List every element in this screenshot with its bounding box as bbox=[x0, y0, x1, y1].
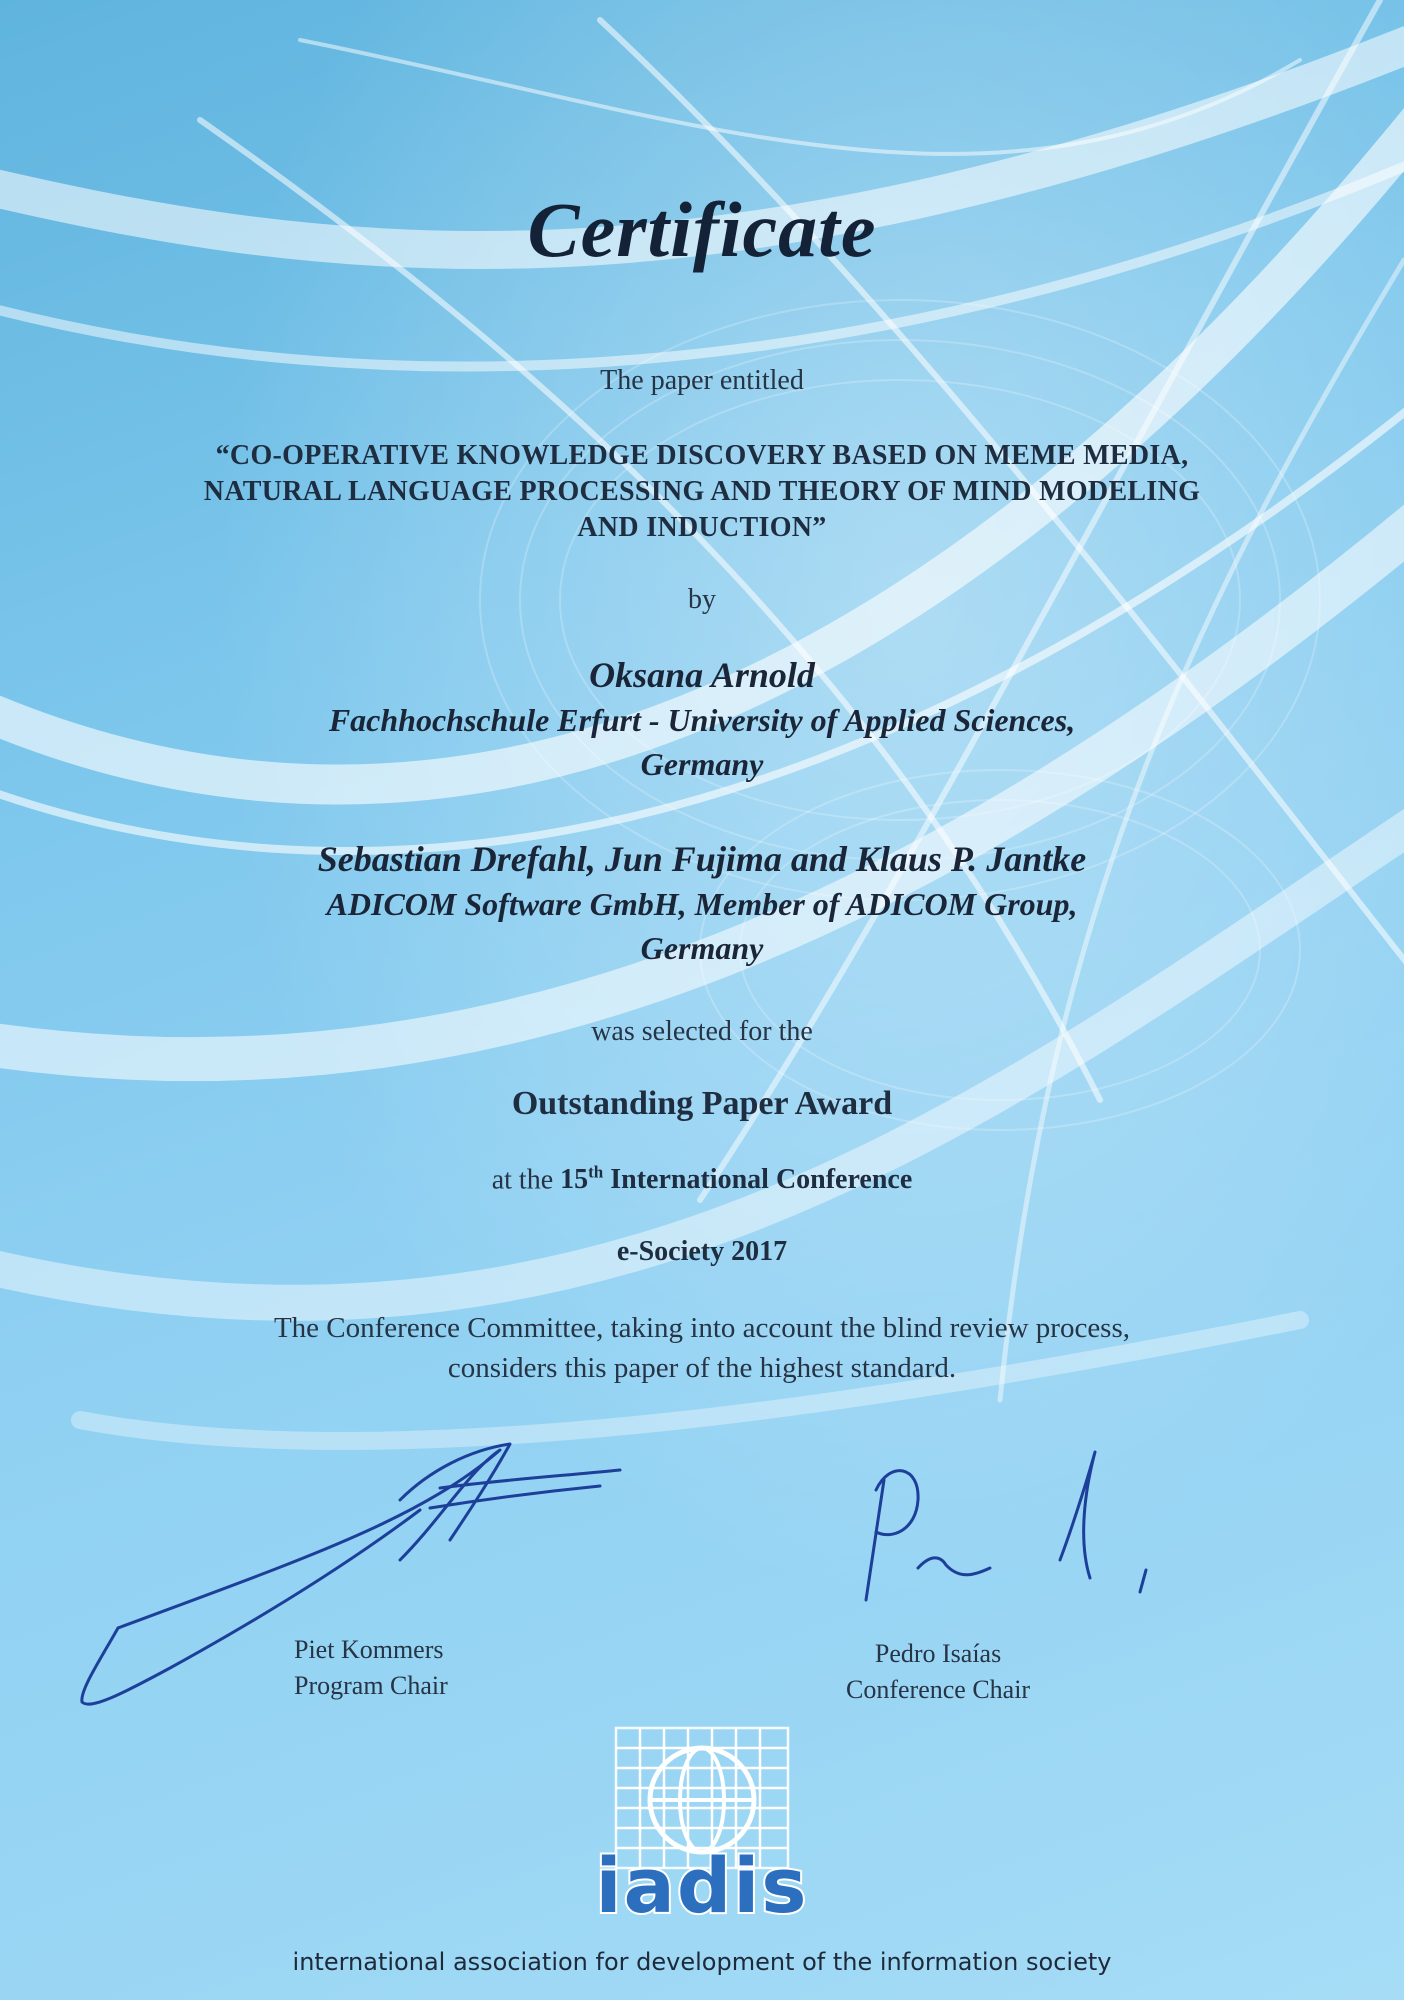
author-affiliation: ADICOM Software GmbH, Member of ADICOM Group, bbox=[326, 886, 1078, 922]
author-country: Germany bbox=[640, 746, 764, 782]
conference-prefix: at the bbox=[491, 1164, 554, 1196]
conference-number: 15 bbox=[560, 1164, 589, 1196]
by-text: by bbox=[688, 584, 716, 615]
paper-title: “CO-OPERATIVE KNOWLEDGE DISCOVERY BASED ON MEME MEDIA, NATURAL LANGUAGE PROCESSING AND THEORY OF MIND MODELING AND INDUCTION” bbox=[203, 440, 1201, 543]
committee-line-2: considers this paper of the highest standard. bbox=[447, 1352, 957, 1384]
signatory-role: Conference Chair bbox=[846, 1675, 1031, 1704]
conference-name: International Conference bbox=[610, 1164, 913, 1196]
committee-line-1: The Conference Committee, taking into account the blind review process, bbox=[273, 1312, 1131, 1344]
iadis-wordmark bbox=[595, 1841, 808, 1930]
signatory-role: Program Chair bbox=[294, 1671, 448, 1700]
author-affiliation: Fachhochschule Erfurt - University of Applied Sciences, bbox=[328, 702, 1076, 738]
footer-tagline: international association for development of the information society bbox=[292, 1948, 1112, 1976]
selected-text: was selected for the bbox=[591, 1016, 813, 1047]
author-country: Germany bbox=[640, 930, 764, 966]
conference-ordinal: th bbox=[588, 1163, 604, 1182]
signatory-name: Pedro Isaías bbox=[874, 1639, 1002, 1668]
award-name: Outstanding Paper Award bbox=[511, 1085, 893, 1122]
intro-text: The paper entitled bbox=[600, 365, 804, 396]
signatory-name: Piet Kommers bbox=[294, 1635, 444, 1664]
author-names: Sebastian Drefahl, Jun Fujima and Klaus P. Jantke bbox=[317, 839, 1087, 879]
logo-text: iadis bbox=[595, 1841, 809, 1930]
certificate-title: Certificate bbox=[527, 186, 877, 273]
event-name: e-Society 2017 bbox=[616, 1236, 788, 1267]
author-names: Oksana Arnold bbox=[589, 655, 815, 695]
